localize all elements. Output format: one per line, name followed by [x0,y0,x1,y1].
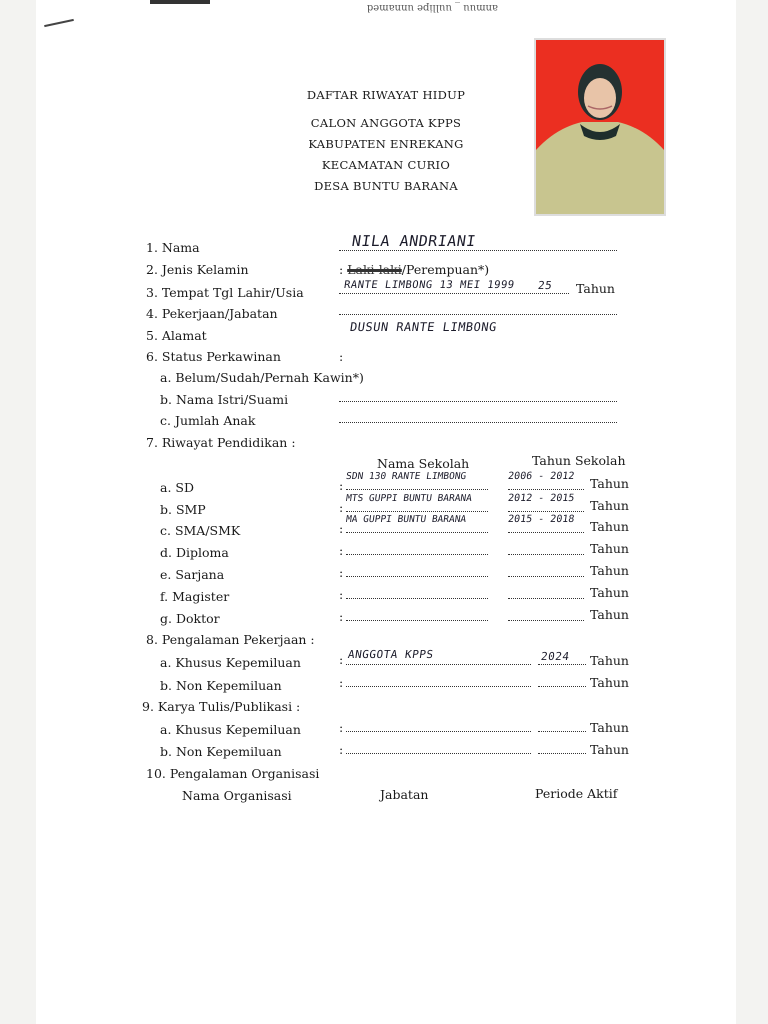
karya-label: 9. Karya Tulis/Publikasi : [142,699,301,714]
header-line: KECAMATAN CURIO [321,158,451,172]
colon: : [339,565,344,580]
applicant-photo [534,38,666,216]
tahun-label: Tahun [590,585,629,600]
nama-label: 1. Nama [146,240,200,255]
karya-b-label: b. Non Kepemiluan [160,744,282,759]
colon: : [339,349,344,364]
karya-b-line [346,753,531,754]
status-c-label: c. Jumlah Anak [160,413,256,428]
karya-a-year-line [538,731,586,732]
col-tahun-sekolah: Tahun Sekolah [532,453,626,468]
ttl-value: RANTE LIMBONG 13 MEI 1999 [343,279,516,291]
edu-school-line [346,620,488,621]
jenis-kelamin-label: 2. Jenis Kelamin [146,262,249,277]
tahun-label: Tahun [590,653,629,668]
ttl-label: 3. Tempat Tgl Lahir/Usia [146,285,304,300]
tahun-label: Tahun [590,498,629,513]
col-nama-sekolah: Nama Sekolah [377,456,470,471]
tahun-label: Tahun [590,563,629,578]
edu-year-line [508,489,584,490]
edu-level-label: a. SD [160,480,194,495]
org-label: 10. Pengalaman Organisasi [146,766,320,781]
status-b-line [339,401,617,402]
struck-option: Laki-laki [347,262,402,277]
work-a-line [346,664,531,665]
colon: : [339,609,344,624]
colon: : [339,543,344,558]
work-a-label: a. Khusus Kepemiluan [160,655,301,670]
header-line: KABUPATEN ENREKANG [308,137,464,151]
alamat-value: DUSUN RANTE LIMBONG [349,320,498,334]
colon: : [339,652,344,667]
usia-value: 25 [537,279,554,292]
edu-school-line [346,598,488,599]
work-b-label: b. Non Kepemiluan [160,678,282,693]
status-c-line [339,422,617,423]
tahun-label: Tahun [576,281,615,296]
edu-level-label: g. Doktor [160,611,220,626]
pekerjaan-label: 4. Pekerjaan/Jabatan [146,306,278,321]
work-label: 8. Pengalaman Pekerjaan : [146,632,315,647]
edu-school-line [346,532,488,533]
work-a-value: ANGGOTA KPPS [347,648,435,661]
tahun-label: Tahun [590,607,629,622]
work-a-year-line [538,664,586,665]
edu-level-label: c. SMA/SMK [160,523,241,538]
pendidikan-label: 7. Riwayat Pendidikan : [146,435,296,450]
tahun-label: Tahun [590,541,629,556]
edu-year-value: 2006 - 2012 [507,471,576,482]
work-a-year: 2024 [540,650,571,663]
edu-year-value: 2012 - 2015 [507,493,576,504]
org-col-nama: Nama Organisasi [182,788,292,803]
jenis-kelamin-field: : Laki-laki/Perempuan*) [339,262,490,277]
edu-year-value: 2015 - 2018 [507,514,576,525]
colon: : [339,521,344,536]
alamat-label: 5. Alamat [146,328,207,343]
header-line: CALON ANGGOTA KPPS [310,116,462,130]
work-b-year-line [538,686,586,687]
nama-value: NILA ANDRIANI [350,232,478,250]
colon: : [339,675,344,690]
status-b-label: b. Nama Istri/Suami [160,392,289,407]
tahun-label: Tahun [590,519,629,534]
edu-level-label: d. Diploma [160,545,229,560]
ttl-line [339,293,569,294]
colon: : [339,587,344,602]
colon: : [339,500,344,515]
edu-school-value: SDN 130 RANTE LIMBONG [345,471,467,482]
tahun-label: Tahun [590,675,629,690]
tahun-label: Tahun [590,742,629,757]
jenis-kelamin-value: /Perempuan*) [401,262,490,277]
colon: : [339,478,344,493]
edu-year-line [508,598,584,599]
header-line: DESA BUNTU BARANA [314,179,458,193]
edu-year-line [508,554,584,555]
edu-school-line [346,489,488,490]
edu-school-line [346,554,488,555]
karya-a-label: a. Khusus Kepemiluan [160,722,301,737]
edu-level-label: b. SMP [160,502,206,517]
document-title: DAFTAR RIWAYAT HIDUP [306,88,466,102]
karya-b-year-line [538,753,586,754]
edu-school-value: MTS GUPPI BUNTU BARANA [345,493,473,504]
edu-school-value: MA GUPPI BUNTU BARANA [345,514,467,525]
edu-year-line [508,576,584,577]
tahun-label: Tahun [590,720,629,735]
status-a-label: a. Belum/Sudah/Pernah Kawin*) [160,370,364,385]
reversed-scrap-text: anmuu _ uullipe unnamed [366,2,498,13]
edu-year-line [508,511,584,512]
colon: : [339,742,344,757]
status-label: 6. Status Perkawinan [146,349,281,364]
tahun-label: Tahun [590,476,629,491]
pekerjaan-line [339,314,617,315]
portrait-image [536,40,664,214]
edu-school-line [346,511,488,512]
edu-year-line [508,620,584,621]
nama-line [339,250,617,251]
colon: : [339,720,344,735]
edu-level-label: f. Magister [160,589,230,604]
org-col-periode: Periode Aktif [535,786,618,801]
edu-year-line [508,532,584,533]
edu-level-label: e. Sarjana [160,567,225,582]
karya-a-line [346,731,531,732]
edu-school-line [346,576,488,577]
paper-scrap [150,0,210,4]
work-b-line [346,686,531,687]
org-col-jabatan: Jabatan [380,787,429,802]
